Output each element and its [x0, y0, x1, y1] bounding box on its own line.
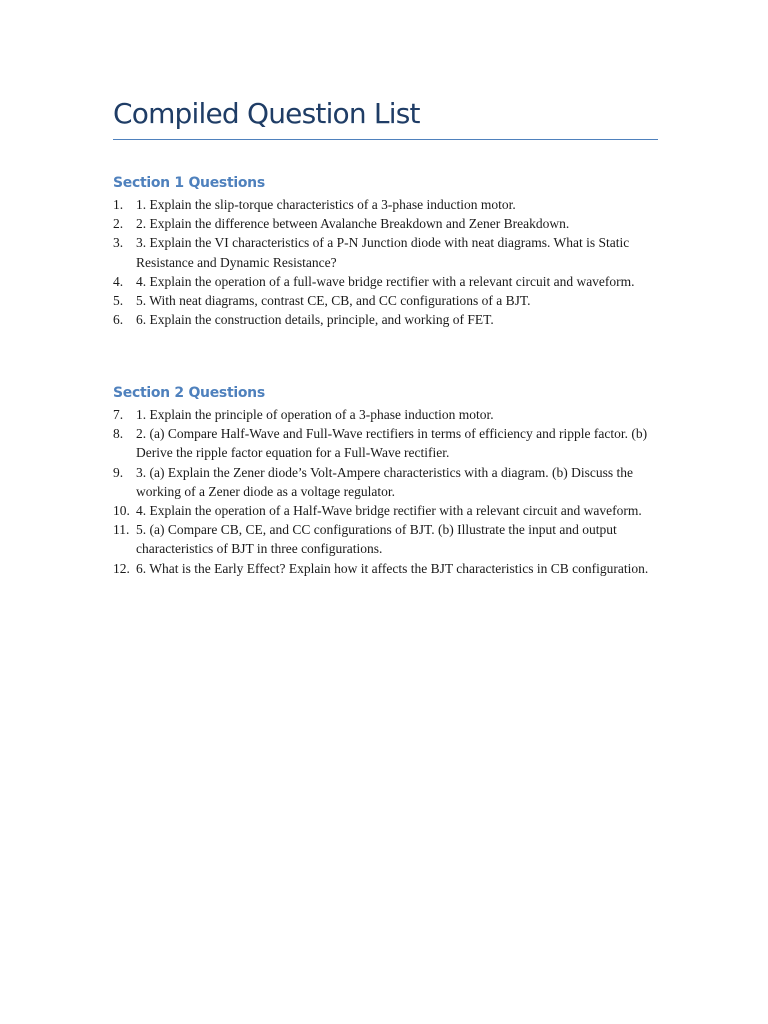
question-number: 1.	[113, 197, 124, 212]
question-number: 6.	[113, 312, 124, 328]
question-text: 2. Explain the difference between Avalanche Breakdown and Zener Breakdown.	[136, 216, 570, 232]
question-text: 2. (a) Compare Half-Wave and Full-Wave rectifiers in terms of efficiency and ripple factor. (b) Derive the ripple factor equation for a Full-Wave rectifier.	[136, 426, 648, 461]
question-item	[113, 310, 658, 329]
question-number: 7.	[113, 407, 124, 422]
section-heading: Section 2 Questions	[113, 385, 265, 401]
section-heading: Section 1 Questions	[113, 175, 265, 191]
question-text: 5. With neat diagrams, contrast CE, CB, and CC configurations of a BJT.	[136, 293, 531, 309]
question-text: 6. Explain the construction details, principle, and working of FET.	[136, 312, 494, 328]
question-text: 5. (a) Compare CB, CE, and CC configurations of BJT. (b) Illustrate the input and output characteristics of BJT in three configurations.	[136, 522, 617, 557]
question-item	[113, 214, 658, 233]
question-item	[113, 501, 658, 520]
question-number: 12.	[113, 560, 130, 576]
question-item	[113, 195, 658, 214]
section-1	[113, 172, 658, 329]
question-text: 1. Explain the slip-torque characteristics of a 3-phase induction motor.	[136, 197, 516, 212]
question-item	[113, 559, 658, 578]
section-2	[113, 382, 658, 578]
question-item	[113, 463, 658, 501]
question-number: 4.	[113, 273, 124, 289]
document-title: Compiled Question List	[113, 97, 420, 130]
question-text: 6. What is the Early Effect? Explain how it affects the BJT characteristics in CB configuration.	[136, 560, 649, 576]
question-number: 9.	[113, 464, 124, 480]
question-item	[113, 405, 658, 424]
question-item	[113, 424, 658, 462]
question-text: 3. Explain the VI characteristics of a P-N Junction diode with neat diagrams. What is Static Resistance and Dynamic Resistance?	[136, 235, 630, 270]
question-item	[113, 520, 658, 558]
question-text: 4. Explain the operation of a full-wave bridge rectifier with a relevant circuit and waveform.	[136, 273, 635, 289]
title-underline	[113, 139, 658, 140]
question-number: 3.	[113, 235, 124, 251]
question-number: 2.	[113, 216, 124, 232]
question-number: 11.	[113, 522, 130, 538]
question-number: 5.	[113, 293, 124, 309]
question-item	[113, 291, 658, 310]
question-list	[113, 405, 658, 578]
question-text: 3. (a) Explain the Zener diode’s Volt-Ampere characteristics with a diagram. (b) Discuss the working of a Zener diode as a voltage regulator.	[136, 464, 633, 499]
question-number: 10.	[113, 503, 130, 519]
question-item	[113, 233, 658, 271]
question-text: 1. Explain the principle of operation of a 3-phase induction motor.	[136, 407, 494, 422]
question-number: 8.	[113, 426, 124, 442]
question-text: 4. Explain the operation of a Half-Wave bridge rectifier with a relevant circuit and waveform.	[136, 503, 642, 519]
question-list	[113, 195, 658, 329]
question-item	[113, 272, 658, 291]
